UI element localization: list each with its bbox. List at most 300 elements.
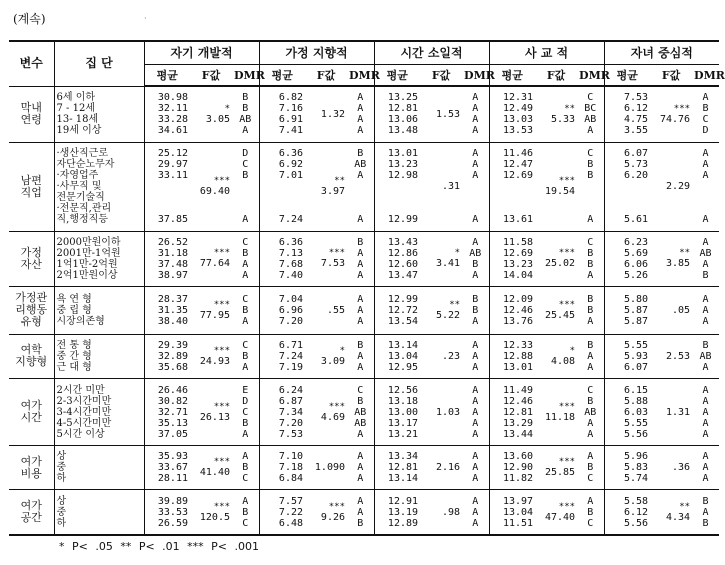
dmr-value	[234, 192, 257, 203]
f-value-cell	[650, 445, 692, 489]
mean-value: 11.58	[502, 236, 534, 248]
mean-values	[374, 86, 420, 142]
mean-value: 5.96	[623, 451, 649, 463]
f-value-cell	[420, 334, 462, 378]
f-value-cell	[650, 86, 692, 142]
variable-label: 여학 지향형	[9, 334, 54, 378]
mean-value: 6.07	[623, 148, 649, 160]
mean-value	[262, 192, 304, 203]
dmr-value: A	[702, 428, 709, 440]
f-value: .98	[441, 506, 461, 518]
dmr-values	[692, 490, 719, 535]
f-value: 3.85	[665, 258, 691, 270]
header-mean: 평균	[144, 65, 190, 87]
dmr-value: B	[702, 339, 709, 351]
f-value: 11.18	[544, 411, 576, 423]
dmr-value: A	[357, 350, 364, 362]
mean-value: 6.24	[278, 384, 304, 396]
mean-value: 7.01	[278, 170, 304, 182]
dmr-value: A	[587, 269, 594, 281]
dmr-value: C	[242, 473, 249, 485]
dmr-values	[462, 142, 489, 231]
mean-values	[489, 142, 535, 231]
f-value-cell	[535, 379, 577, 446]
dmr-value: A	[357, 293, 364, 305]
mean-value: 38.97	[157, 269, 188, 281]
mean-value: 5.80	[623, 293, 649, 305]
dmr-values	[347, 490, 374, 535]
dmr-value: A	[357, 495, 364, 507]
dmr-value: C	[587, 92, 594, 104]
dmr-value: B	[357, 236, 364, 248]
mean-values	[259, 287, 305, 335]
header-mean: 평균	[604, 65, 650, 87]
mean-value: 13.03	[502, 114, 534, 126]
f-value: 25.45	[544, 309, 576, 321]
header-row-categories	[9, 41, 719, 65]
significance-marker: ***	[328, 248, 346, 259]
significance-marker: ***	[558, 248, 576, 259]
dmr-value: A	[357, 103, 364, 115]
dmr-values	[577, 334, 604, 378]
dmr-values	[232, 445, 259, 489]
group-label: 전문기술직	[56, 192, 105, 204]
mean-value: 11.49	[502, 384, 534, 396]
mean-value: 25.12	[157, 148, 188, 160]
mean-values	[489, 379, 535, 446]
mean-value: 12.47	[502, 159, 534, 171]
mean-value	[607, 203, 649, 214]
f-value-cell	[420, 142, 462, 231]
dmr-values	[692, 86, 719, 142]
group-label: 3-4시간미만	[56, 406, 112, 418]
mean-values	[604, 490, 650, 535]
mean-value: 5.74	[623, 473, 649, 485]
mean-value: 13.44	[502, 428, 534, 440]
dmr-value: A	[587, 451, 594, 463]
group-label: 5시간 이상	[56, 428, 105, 440]
dmr-values	[692, 334, 719, 378]
dmr-value: A	[472, 114, 479, 126]
table-row	[9, 445, 719, 489]
dmr-value: C	[587, 236, 594, 248]
dmr-value: B	[242, 92, 249, 104]
mean-value: 12.91	[387, 495, 419, 507]
group-label: 상	[56, 495, 67, 507]
dmr-value: C	[587, 384, 594, 396]
dmr-value: B	[587, 304, 594, 316]
mean-value: 12.99	[387, 214, 419, 226]
mean-value: 13.01	[502, 361, 534, 373]
mean-value: 29.97	[157, 159, 188, 171]
dmr-values	[347, 287, 374, 335]
header-mean: 평균	[489, 65, 535, 87]
mean-values	[144, 142, 190, 231]
f-value: 3.05	[205, 113, 230, 125]
dmr-value: B	[242, 350, 249, 362]
dmr-value: BC	[584, 103, 597, 115]
dmr-values	[347, 334, 374, 378]
dmr-value: A	[472, 473, 479, 485]
f-value-cell	[420, 287, 462, 335]
variable-label: 여가 시간	[9, 379, 54, 446]
f-value-cell	[190, 445, 232, 489]
results-table	[9, 40, 725, 536]
dmr-value	[234, 181, 257, 192]
dmr-value: D	[242, 395, 249, 407]
dmr-values	[232, 379, 259, 446]
dmr-value: B	[242, 304, 249, 316]
mean-value	[492, 192, 534, 203]
significance-marker: ***	[558, 176, 576, 187]
f-value: 1.03	[435, 406, 461, 418]
mean-value: 5.87	[623, 315, 649, 327]
significance-marker: ***	[213, 501, 230, 512]
dmr-value: A	[587, 428, 594, 440]
mean-values	[489, 86, 535, 142]
mean-value: 12.86	[387, 247, 419, 259]
f-value-cell	[420, 231, 462, 287]
dmr-value: B	[702, 495, 709, 507]
mean-value: 33.28	[157, 114, 188, 126]
dmr-value: B	[587, 506, 594, 518]
dmr-value: AB	[699, 247, 712, 259]
dmr-value: A	[242, 315, 249, 327]
mean-values	[259, 334, 305, 378]
mean-value: 33.67	[157, 462, 188, 474]
group-label: 근 대 형	[56, 361, 92, 373]
f-value-cell	[305, 142, 347, 231]
dmr-values	[232, 142, 259, 231]
mean-value: 37.48	[157, 258, 188, 270]
mean-value: 6.07	[623, 361, 649, 373]
significance-marker: ***	[213, 299, 230, 310]
dmr-value: AB	[354, 159, 367, 171]
mean-value: 6.48	[278, 517, 304, 529]
dmr-value: C	[242, 406, 249, 418]
group-labels	[54, 231, 144, 287]
f-value-cell	[190, 86, 232, 142]
dmr-value	[349, 192, 372, 203]
dmr-value: B	[242, 103, 249, 115]
mean-value: 7.10	[278, 451, 304, 463]
f-value-cell	[190, 490, 232, 535]
header-dmr: DMR	[347, 65, 374, 87]
mean-value: 37.85	[157, 214, 188, 226]
mean-value: 5.73	[623, 159, 649, 171]
f-value: 5.33	[550, 113, 576, 125]
mean-value: 6.96	[278, 304, 304, 316]
mean-value: 12.99	[387, 293, 419, 305]
mean-value: 7.68	[278, 258, 304, 270]
significance-marker: **	[449, 299, 461, 310]
significance-marker: ***	[213, 248, 230, 259]
dmr-values	[692, 142, 719, 231]
mean-value: 35.93	[157, 451, 188, 463]
dmr-value: A	[702, 451, 709, 463]
header-f-value: F값	[535, 65, 577, 87]
variable-label: 여가 공간	[9, 490, 54, 535]
dmr-values	[462, 287, 489, 335]
mean-value: 5.55	[623, 417, 649, 429]
dmr-value: AB	[584, 114, 597, 126]
mean-value: 7.04	[278, 293, 304, 305]
dmr-values	[462, 334, 489, 378]
mean-value: 12.89	[387, 517, 419, 529]
dmr-value: A	[357, 114, 364, 126]
dmr-value: A	[242, 269, 249, 281]
dmr-value: B	[587, 258, 594, 270]
dmr-value: B	[357, 395, 364, 407]
group-label: 2001만-1억원	[56, 247, 121, 259]
mean-value: 12.69	[502, 247, 534, 259]
dmr-values	[577, 287, 604, 335]
significance-marker: *	[224, 103, 230, 114]
dmr-value: A	[472, 159, 479, 171]
f-value: 47.40	[544, 511, 576, 523]
mean-value: 30.82	[157, 395, 188, 407]
mean-value: 29.39	[157, 339, 188, 351]
dmr-value: A	[357, 506, 364, 518]
dmr-value	[694, 192, 717, 203]
mean-value: 33.53	[157, 506, 188, 518]
significance-marker: ***	[558, 299, 576, 310]
mean-value: 39.89	[157, 495, 188, 507]
mean-value: 12.46	[502, 395, 534, 407]
mean-value: 13.34	[387, 451, 419, 463]
group-label: 자단순노무자	[56, 159, 115, 171]
dmr-values	[577, 445, 604, 489]
mean-value	[607, 192, 649, 203]
dmr-value: A	[242, 495, 249, 507]
mean-value: 6.36	[278, 236, 304, 248]
f-value: 2.53	[665, 350, 691, 362]
group-label: 4-5시간미만	[56, 417, 112, 429]
dmr-value: A	[702, 462, 709, 474]
group-labels	[54, 490, 144, 535]
significance-marker: *	[339, 345, 346, 356]
dmr-values	[462, 86, 489, 142]
mean-value: 7.18	[278, 462, 304, 474]
mean-value: 6.92	[278, 159, 304, 171]
mean-value	[147, 192, 189, 203]
f-value-cell	[420, 490, 462, 535]
mean-values	[259, 231, 305, 287]
table-row	[9, 287, 719, 335]
dmr-value: A	[472, 517, 479, 529]
significance-marker: ***	[558, 457, 576, 468]
f-value: 1.090	[314, 462, 346, 474]
mean-values	[374, 490, 420, 535]
mean-value: 5.87	[623, 304, 649, 316]
mean-value: 12.95	[387, 361, 419, 373]
mean-values	[144, 86, 190, 142]
table-row	[9, 334, 719, 378]
dmr-value: A	[357, 258, 364, 270]
dmr-value: B	[242, 417, 249, 429]
mean-value: 7.57	[278, 495, 304, 507]
mean-value: 12.56	[387, 384, 419, 396]
dmr-values	[577, 86, 604, 142]
mean-value: 13.01	[387, 148, 419, 160]
f-value-cell	[420, 445, 462, 489]
mean-value	[607, 181, 649, 192]
dmr-value: A	[587, 361, 594, 373]
group-label: 6세 이하	[56, 92, 96, 104]
dmr-value: C	[587, 473, 594, 485]
dmr-value: A	[702, 159, 709, 171]
dmr-values	[577, 490, 604, 535]
dmr-values	[232, 490, 259, 535]
mean-value: 31.35	[157, 304, 188, 316]
dmr-values	[462, 445, 489, 489]
group-label: 중 립 형	[56, 304, 92, 316]
dmr-value: A	[702, 92, 709, 104]
mean-value	[492, 203, 534, 214]
significance-marker: **	[334, 176, 346, 187]
dmr-value: A	[472, 125, 479, 137]
dmr-value: A	[472, 417, 479, 429]
mean-value: 32.89	[157, 350, 188, 362]
dmr-value: B	[242, 506, 249, 518]
f-value-cell	[190, 379, 232, 446]
dmr-value: A	[472, 451, 479, 463]
dmr-value: B	[702, 517, 709, 529]
mean-value: 13.47	[387, 269, 419, 281]
dmr-value: A	[702, 384, 709, 396]
dmr-value: B	[587, 159, 594, 171]
significance-marker: ***	[213, 457, 230, 468]
mean-value: 7.53	[278, 428, 304, 440]
dmr-value: A	[242, 214, 249, 226]
mean-value: 5.83	[623, 462, 649, 474]
dmr-value: A	[587, 417, 594, 429]
mean-value: 5.88	[623, 395, 649, 407]
mean-value: 12.33	[502, 339, 534, 351]
dmr-value	[579, 181, 602, 192]
dmr-value: C	[587, 517, 594, 529]
mean-value: 13.14	[387, 473, 419, 485]
dmr-values	[347, 445, 374, 489]
header-f-value: F값	[650, 65, 692, 87]
f-value-cell	[535, 445, 577, 489]
group-label: 전 통 형	[56, 339, 92, 351]
mean-value: 13.61	[502, 214, 534, 226]
variable-label: 여가 비용	[9, 445, 54, 489]
dmr-value	[464, 181, 487, 192]
dmr-value: A	[702, 304, 709, 316]
mean-value: 7.20	[278, 417, 304, 429]
f-value: 25.85	[544, 467, 576, 479]
dmr-value: B	[587, 339, 594, 351]
dmr-values	[232, 334, 259, 378]
dmr-values	[347, 379, 374, 446]
f-value: 120.5	[199, 511, 230, 523]
mean-value: 6.91	[278, 114, 304, 126]
mean-values	[259, 379, 305, 446]
mean-value: 12.88	[502, 350, 534, 362]
dmr-value: B	[242, 247, 249, 259]
dmr-value: E	[242, 384, 249, 396]
mean-values	[144, 445, 190, 489]
group-label: 시장의존형	[56, 315, 105, 327]
mean-value: 38.40	[157, 315, 188, 327]
group-label: 1억1만-2억원	[56, 258, 118, 270]
mean-value: 13.60	[502, 451, 534, 463]
group-label: 하	[56, 517, 67, 529]
dmr-value: B	[472, 304, 479, 316]
f-value: 77.95	[199, 309, 230, 321]
group-label: 직,행정직등	[56, 214, 108, 226]
dmr-value: A	[357, 92, 364, 104]
mean-value: 4.75	[623, 114, 649, 126]
group-label: 중 간 형	[56, 350, 92, 362]
f-value-cell	[305, 86, 347, 142]
header-category: 가정 지향적	[259, 41, 374, 65]
group-label: ·생산직근로	[56, 148, 108, 160]
mean-value: 26.59	[157, 517, 188, 529]
mean-values	[604, 231, 650, 287]
mean-values	[489, 490, 535, 535]
dmr-value	[234, 203, 257, 214]
dmr-value	[464, 203, 487, 214]
mean-value	[377, 192, 419, 203]
dmr-value: A	[357, 473, 364, 485]
header-dmr: DMR	[232, 65, 259, 87]
group-label: ·사무직 및	[56, 181, 102, 193]
significance-marker: ***	[558, 501, 576, 512]
mean-value: 6.20	[623, 170, 649, 182]
dmr-value: A	[472, 406, 479, 418]
dmr-value: B	[242, 462, 249, 474]
mean-value	[377, 203, 419, 214]
dmr-value: A	[587, 214, 594, 226]
significance-marker: **	[679, 501, 691, 512]
dmr-value: A	[702, 473, 709, 485]
significance-footnote: * P< .05 ** P< .01 *** P< .001	[59, 540, 260, 553]
dmr-value: A	[242, 125, 249, 137]
dmr-values	[462, 379, 489, 446]
dmr-value: A	[357, 269, 364, 281]
mean-value: 12.81	[387, 462, 419, 474]
significance-marker: *	[454, 248, 461, 259]
table-row	[9, 231, 719, 287]
f-value: .55	[326, 304, 346, 316]
mean-values	[144, 490, 190, 535]
dmr-value: B	[702, 269, 709, 281]
mean-value: 13.14	[387, 339, 419, 351]
dmr-value: AB	[354, 417, 367, 429]
dmr-value: A	[472, 462, 479, 474]
dmr-value: A	[702, 406, 709, 418]
mean-value	[262, 181, 304, 192]
mean-value: 6.12	[623, 103, 649, 115]
f-value-cell	[535, 231, 577, 287]
dmr-value: A	[472, 214, 479, 226]
f-value-cell	[650, 142, 692, 231]
group-label: 13- 18세	[56, 114, 99, 126]
dmr-value: A	[587, 125, 594, 137]
dmr-values	[692, 231, 719, 287]
mean-value: 13.48	[387, 125, 419, 137]
mean-values	[259, 445, 305, 489]
dmr-value: A	[702, 170, 709, 182]
mean-value: 7.40	[278, 269, 304, 281]
f-value: 7.53	[320, 258, 346, 270]
mean-value: 35.68	[157, 361, 188, 373]
f-value: 2.29	[665, 181, 691, 193]
dmr-value: B	[357, 339, 364, 351]
